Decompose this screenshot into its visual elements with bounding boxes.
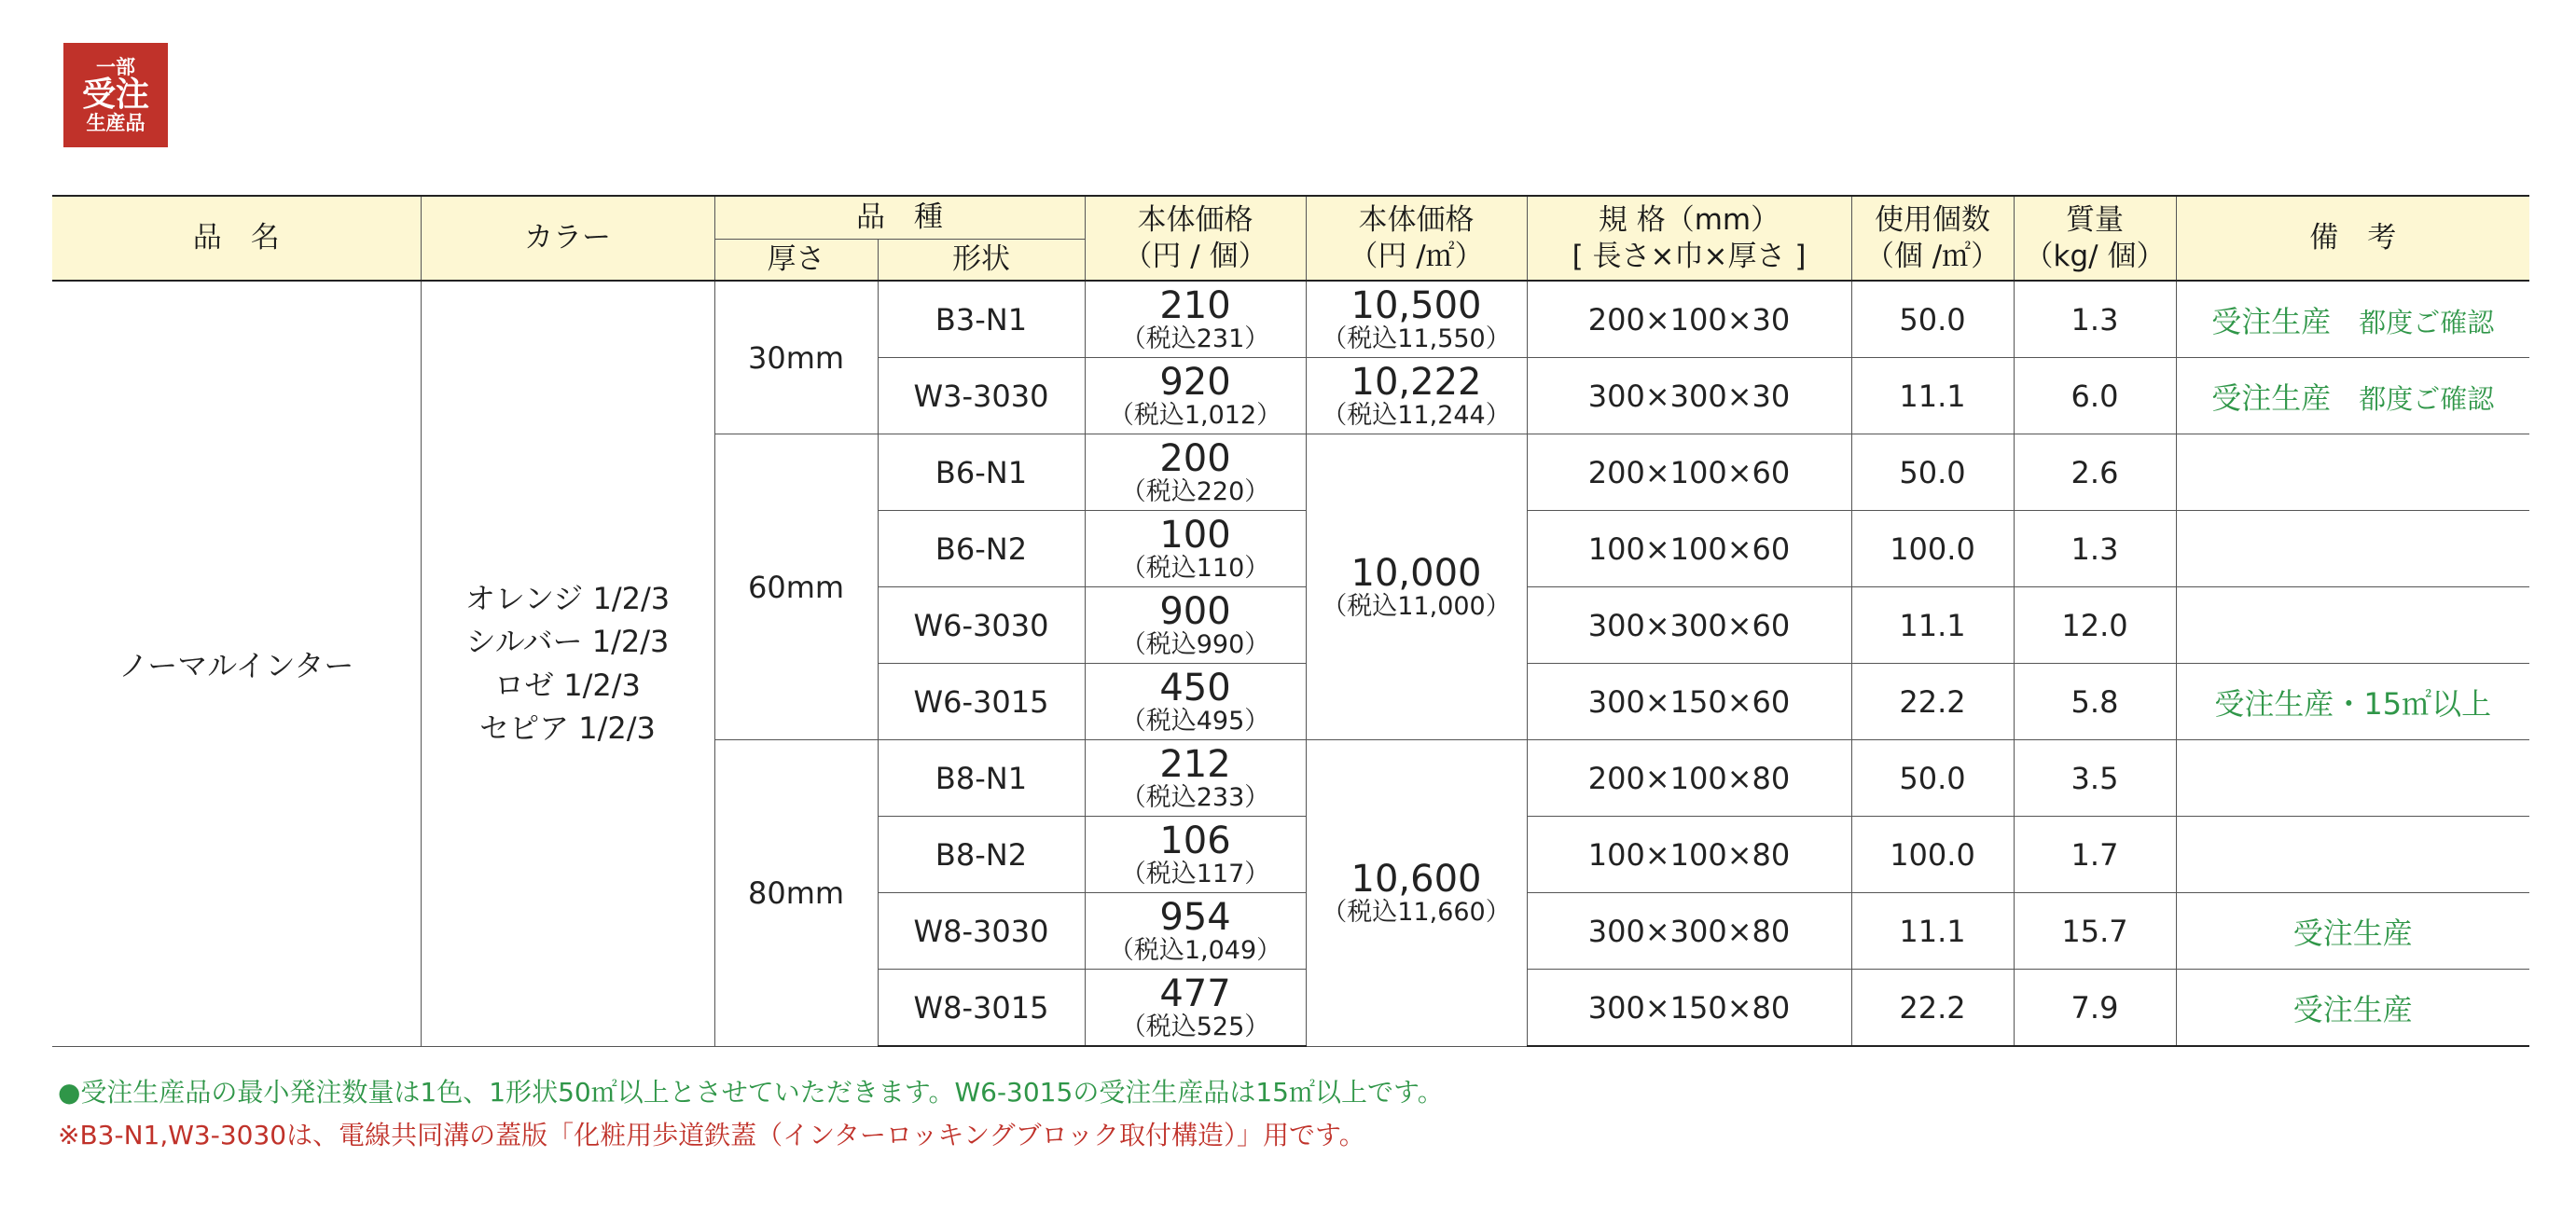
spec-cell: 300×300×30: [1527, 358, 1851, 434]
price-value: 210: [1159, 284, 1231, 327]
footnote-minimum-order: ●受注生産品の最小発注数量は1色、1形状50㎡以上とさせていただきます。W6-3015の受注生産品は15㎡以上です。: [58, 1077, 1444, 1108]
mass-cell: 2.6: [2014, 434, 2176, 511]
note-text: 受注生産: [2211, 379, 2332, 416]
badge-line-1: 一部: [96, 56, 135, 79]
header-price-piece-line1: 本体価格: [1137, 202, 1253, 237]
price-cell: [1085, 587, 1306, 664]
header-spec-line2: [ 長さ×巾×厚さ ]: [1572, 239, 1807, 273]
note-cell: [2176, 511, 2529, 587]
note-sub: 都度ご確認: [2359, 306, 2495, 338]
m2-price-cell: [1306, 281, 1527, 358]
price-tax: （税込1,049）: [1108, 936, 1282, 965]
price-tax: （税込495）: [1120, 707, 1270, 736]
price-value: 477: [1159, 972, 1231, 1015]
mass-cell: 12.0: [2014, 587, 2176, 664]
price-cell: [1085, 970, 1306, 1047]
price-tax: （税込117）: [1120, 860, 1270, 888]
note-cell: [2176, 281, 2529, 358]
mass-cell: 5.8: [2014, 664, 2176, 740]
price-tax: （税込233）: [1120, 783, 1270, 812]
spec-cell: 200×100×60: [1527, 434, 1851, 511]
shape-cell: W3-3030: [878, 358, 1085, 434]
spec-cell: 100×100×80: [1527, 817, 1851, 893]
badge-line-3: 生産品: [86, 111, 145, 134]
price-cell: [1085, 434, 1306, 511]
header-price-m2: [1306, 196, 1527, 281]
count-cell: 11.1: [1851, 587, 2014, 664]
thickness-cell: 80mm: [714, 740, 878, 1047]
m2-price-value: 10,222: [1350, 361, 1482, 404]
mass-cell: 7.9: [2014, 970, 2176, 1047]
price-value: 954: [1159, 896, 1231, 939]
product-name: ノーマルインター: [52, 281, 421, 1046]
m2-price-tax: （税込11,244）: [1322, 401, 1511, 430]
spec-cell: 200×100×80: [1527, 740, 1851, 817]
m2-price-tax: （税込11,660）: [1322, 898, 1511, 928]
price-tax: （税込231）: [1120, 324, 1270, 353]
note-cell: [2176, 587, 2529, 664]
price-tax: （税込990）: [1120, 630, 1270, 659]
note-cell: 受注生産: [2176, 893, 2529, 970]
shape-cell: B8-N2: [878, 817, 1085, 893]
price-cell: [1085, 740, 1306, 817]
price-cell: [1085, 358, 1306, 434]
m2-price-cell: [1306, 434, 1527, 740]
header-price-m2-line1: 本体価格: [1358, 202, 1475, 237]
m2-price-tax: （税込11,550）: [1322, 324, 1511, 353]
price-cell: [1085, 817, 1306, 893]
header-count: [1851, 196, 2014, 281]
count-cell: 50.0: [1851, 281, 2014, 358]
count-cell: 50.0: [1851, 434, 2014, 511]
made-to-order-badge: [63, 43, 168, 147]
note-cell: 受注生産・15㎡以上: [2176, 664, 2529, 740]
spec-cell: 200×100×30: [1527, 281, 1851, 358]
count-cell: 50.0: [1851, 740, 2014, 817]
table-row: [52, 281, 2529, 358]
header-price-m2-line2: （円 /㎡）: [1349, 239, 1484, 273]
mass-cell: 3.5: [2014, 740, 2176, 817]
m2-price-value: 10,500: [1350, 284, 1482, 327]
product-spec-table: [52, 195, 2529, 1047]
m2-price-cell: [1306, 740, 1527, 1047]
count-cell: 100.0: [1851, 511, 2014, 587]
thickness-cell: 30mm: [714, 281, 878, 434]
header-spec: [1527, 196, 1851, 281]
color-item: ロゼ 1/2/3: [494, 667, 641, 703]
header-mass: [2014, 196, 2176, 281]
header-count-line1: 使用個数: [1875, 202, 1990, 237]
footnote-usage: ※B3-N1,W3-3030は、電線共同溝の蓋版「化粧用歩道鉄蓋（インターロッキングブロック取付構造）」用です。: [58, 1120, 1365, 1150]
m2-price-value: 10,000: [1350, 552, 1482, 595]
shape-cell: W8-3015: [878, 970, 1085, 1047]
shape-cell: B6-N2: [878, 511, 1085, 587]
mass-cell: 1.3: [2014, 511, 2176, 587]
badge-line-2: 受注: [81, 76, 149, 115]
price-value: 212: [1159, 743, 1231, 786]
header-thickness: 厚さ: [714, 240, 878, 282]
note-cell: 受注生産: [2176, 970, 2529, 1047]
spec-cell: 300×150×60: [1527, 664, 1851, 740]
price-tax: （税込220）: [1120, 477, 1270, 506]
note-text: 受注生産: [2211, 303, 2332, 339]
shape-cell: B6-N1: [878, 434, 1085, 511]
mass-cell: 15.7: [2014, 893, 2176, 970]
price-value: 100: [1159, 514, 1231, 557]
header-shape: 形状: [878, 240, 1085, 282]
shape-cell: W6-3030: [878, 587, 1085, 664]
count-cell: 100.0: [1851, 817, 2014, 893]
thickness-cell: 60mm: [714, 434, 878, 740]
mass-cell: 1.3: [2014, 281, 2176, 358]
spec-cell: 300×300×60: [1527, 587, 1851, 664]
count-cell: 22.2: [1851, 664, 2014, 740]
header-price-piece: [1085, 196, 1306, 281]
header-name: 品 名: [52, 196, 421, 281]
note-cell: [2176, 358, 2529, 434]
price-value: 106: [1159, 819, 1231, 862]
header-spec-line1: 規 格（mm）: [1598, 202, 1780, 237]
header-color: カラー: [421, 196, 714, 281]
note-cell: [2176, 817, 2529, 893]
count-cell: 11.1: [1851, 358, 2014, 434]
header-mass-line2: （kg/ 個）: [2024, 239, 2166, 273]
price-value: 200: [1159, 437, 1231, 480]
color-item: セピア 1/2/3: [479, 710, 656, 747]
shape-cell: W8-3030: [878, 893, 1085, 970]
note-cell: [2176, 434, 2529, 511]
price-value: 920: [1159, 361, 1231, 404]
spec-cell: 300×300×80: [1527, 893, 1851, 970]
price-tax: （税込525）: [1120, 1012, 1270, 1041]
price-cell: [1085, 893, 1306, 970]
m2-price-cell: [1306, 358, 1527, 434]
price-cell: [1085, 664, 1306, 740]
note-sub: 都度ご確認: [2359, 382, 2495, 415]
price-value: 900: [1159, 590, 1231, 633]
price-tax: （税込1,012）: [1108, 401, 1282, 430]
shape-cell: B3-N1: [878, 281, 1085, 358]
price-cell: [1085, 281, 1306, 358]
mass-cell: 1.7: [2014, 817, 2176, 893]
color-item: シルバー 1/2/3: [465, 624, 670, 660]
shape-cell: B8-N1: [878, 740, 1085, 817]
shape-cell: W6-3015: [878, 664, 1085, 740]
color-item: オレンジ 1/2/3: [464, 580, 671, 616]
price-tax: （税込110）: [1120, 554, 1270, 583]
spec-cell: 100×100×60: [1527, 511, 1851, 587]
m2-price-tax: （税込11,000）: [1322, 592, 1511, 621]
spec-cell: 300×150×80: [1527, 970, 1851, 1047]
header-note: 備 考: [2176, 196, 2529, 281]
header-price-piece-line2: （円 / 個）: [1123, 239, 1267, 273]
header-count-line2: （個 /㎡）: [1864, 239, 2001, 273]
mass-cell: 6.0: [2014, 358, 2176, 434]
header-kind: 品 種: [714, 196, 1085, 240]
m2-price-value: 10,600: [1350, 858, 1482, 902]
color-list: [421, 281, 714, 1046]
price-value: 450: [1159, 667, 1231, 709]
note-cell: [2176, 740, 2529, 817]
count-cell: 22.2: [1851, 970, 2014, 1047]
header-mass-line1: 質量: [2066, 202, 2124, 237]
count-cell: 11.1: [1851, 893, 2014, 970]
price-cell: [1085, 511, 1306, 587]
